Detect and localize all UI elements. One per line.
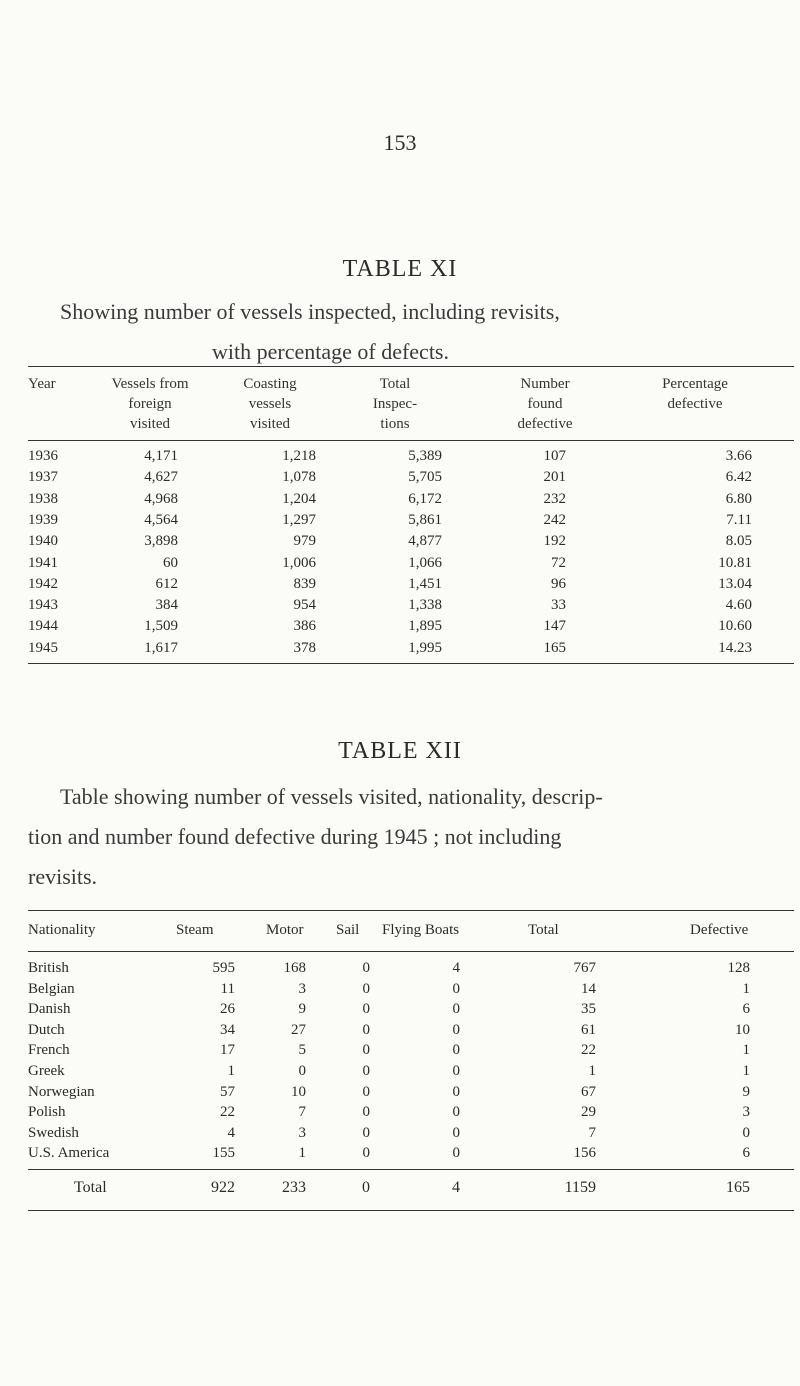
table-xii-caption: [28, 777, 794, 897]
table-cell: 5,861: [408, 511, 442, 528]
table-cell: 595: [212, 960, 235, 976]
table-cell: 156: [573, 1145, 596, 1162]
header-line: vessels: [248, 396, 292, 412]
table-cell: 0: [362, 1042, 370, 1059]
table-cell: Dutch: [28, 1021, 65, 1038]
table-cell: 1,338: [408, 597, 442, 614]
table-xi-header-foreign: [80, 374, 220, 434]
table-cell: Swedish: [28, 1124, 79, 1141]
table-cell: 0: [452, 980, 460, 997]
header-line: found: [527, 396, 563, 412]
table-cell: Defective: [690, 922, 749, 938]
header-line: Percentage: [662, 376, 728, 392]
table-cell: 1: [227, 1063, 235, 1079]
table-xii-caption-line-2: tion and number found defective during 1945 ; not including: [28, 824, 562, 849]
table-cell: 0: [452, 1001, 460, 1018]
table-cell: 1,297: [282, 511, 316, 528]
table-row: [0, 1123, 800, 1143]
table-cell: 1: [742, 1063, 750, 1079]
table-xi-header-percentage: [620, 374, 770, 414]
table-row: [0, 1061, 800, 1081]
table-cell: 201: [543, 469, 566, 486]
header-line: Coasting: [243, 376, 297, 392]
table-row: [0, 1020, 800, 1040]
table-cell: 0: [362, 1063, 370, 1079]
table-cell: 35: [581, 1001, 596, 1018]
table-cell: 1,218: [282, 448, 316, 464]
table-cell: 0: [362, 1104, 370, 1121]
table-xi-header-total: [325, 374, 465, 434]
table-cell: 14.23: [718, 639, 752, 656]
header-line: Inspec-: [372, 396, 418, 412]
table-cell: 1939: [28, 511, 58, 528]
table-cell: 1,451: [408, 575, 442, 592]
table-row: [0, 1082, 800, 1102]
table-cell: 10: [735, 1021, 750, 1038]
table-cell: 1,078: [282, 469, 316, 486]
table-row: [0, 446, 800, 466]
table-row: [0, 595, 800, 615]
table-cell: 4: [452, 1179, 460, 1196]
header-line: tions: [380, 416, 410, 432]
table-cell: 4,968: [144, 490, 178, 507]
table-cell: Danish: [28, 1001, 71, 1018]
table-cell: 1938: [28, 490, 58, 507]
table-cell: 4,564: [144, 511, 178, 528]
table-header-row: [0, 920, 800, 940]
table-cell: 4,171: [144, 448, 178, 464]
table-cell: 5: [298, 1042, 306, 1059]
table-cell: 3: [298, 980, 306, 997]
table-cell: 612: [155, 575, 178, 592]
table-cell: 6: [742, 1001, 750, 1018]
table-cell: Belgian: [28, 980, 75, 997]
table-cell: Sail: [336, 922, 360, 938]
table-cell: 0: [452, 1104, 460, 1121]
table-xi-header-number-defective: [475, 374, 615, 434]
header-line: visited: [250, 416, 290, 432]
table-cell: 96: [551, 575, 566, 592]
table-cell: 1,895: [408, 618, 442, 635]
table-cell: 8.05: [725, 533, 752, 550]
table-cell: Total: [528, 922, 559, 938]
table-cell: 0: [452, 1124, 460, 1141]
table-cell: 0: [452, 1042, 460, 1059]
table-cell: 1,204: [282, 490, 316, 507]
table-cell: 1: [298, 1145, 306, 1162]
table-cell: 4,627: [144, 469, 178, 486]
table-cell: 1,006: [282, 554, 316, 571]
table-cell: 13.04: [718, 575, 752, 592]
table-cell: 0: [362, 1001, 370, 1018]
table-cell: 0: [362, 1021, 370, 1038]
table-cell: 0: [298, 1063, 306, 1079]
table-cell: 61: [581, 1021, 596, 1038]
table-cell: 14: [581, 980, 596, 997]
table-cell: 60: [163, 554, 178, 571]
table-cell: 10.81: [718, 554, 752, 571]
table-xii-totals-rule: [28, 1169, 794, 1170]
table-xii-caption-line-3: revisits.: [28, 864, 98, 889]
table-xi-header-coasting: [200, 374, 340, 434]
table-cell: 72: [551, 554, 566, 571]
table-cell: 1,995: [408, 639, 442, 656]
header-line: Vessels from: [111, 376, 189, 392]
table-cell: 384: [155, 597, 178, 614]
table-row: [0, 489, 800, 509]
table-xii-bottom-rule: [28, 1210, 794, 1211]
table-cell: 3: [742, 1104, 750, 1121]
table-row: [0, 979, 800, 999]
table-cell: 7: [298, 1104, 306, 1121]
table-cell: 33: [551, 597, 566, 614]
table-cell: 1: [588, 1063, 596, 1079]
table-cell: 979: [293, 533, 316, 550]
table-row: [0, 1040, 800, 1060]
table-cell: 67: [581, 1083, 596, 1100]
table-cell: 242: [543, 511, 566, 528]
table-cell: 233: [282, 1179, 306, 1196]
table-cell: 954: [293, 597, 316, 614]
table-cell: 57: [220, 1083, 235, 1100]
table-cell: 0: [362, 1145, 370, 1162]
table-xi-caption-line-1: Showing number of vessels inspected, including revisits,: [60, 299, 560, 324]
table-cell: Norwegian: [28, 1083, 95, 1100]
table-cell: 9: [298, 1001, 306, 1018]
totals-row: [0, 1178, 800, 1198]
table-cell: 107: [543, 448, 566, 464]
table-row: [0, 574, 800, 594]
table-cell: 5,389: [408, 448, 442, 464]
table-cell: 386: [293, 618, 316, 635]
header-line: Number: [520, 376, 570, 392]
table-cell: 165: [543, 639, 566, 656]
table-cell: 147: [543, 618, 566, 635]
table-cell: 0: [362, 1179, 370, 1196]
table-cell: 0: [362, 1124, 370, 1141]
table-cell: 5,705: [408, 469, 442, 486]
table-cell: 1936: [28, 448, 58, 464]
table-cell: 128: [727, 960, 750, 976]
table-xi-caption-line-2: with percentage of defects.: [212, 339, 449, 364]
table-cell: 0: [452, 1145, 460, 1162]
table-cell: Total: [74, 1179, 107, 1196]
table-row: [0, 1143, 800, 1163]
table-row: [0, 999, 800, 1019]
table-cell: 378: [293, 639, 316, 656]
table-xi-bottom-rule: [28, 663, 794, 664]
table-cell: 1: [742, 980, 750, 997]
table-cell: 6.42: [725, 469, 752, 486]
table-cell: 6: [742, 1145, 750, 1162]
table-cell: 17: [220, 1042, 235, 1059]
table-cell: 922: [211, 1179, 235, 1196]
table-cell: 767: [573, 960, 596, 976]
page-number: 153: [383, 130, 417, 155]
table-cell: 10.60: [718, 618, 752, 635]
table-cell: 4.60: [725, 597, 752, 614]
header-line: visited: [130, 416, 170, 432]
table-cell: Steam: [176, 922, 214, 938]
table-cell: 1943: [28, 597, 58, 614]
table-cell: 1159: [564, 1179, 596, 1196]
table-cell: 192: [543, 533, 566, 550]
table-cell: Motor: [266, 922, 304, 938]
table-row: [0, 553, 800, 573]
table-row: [0, 1102, 800, 1122]
table-cell: 0: [362, 1083, 370, 1100]
table-row: [0, 616, 800, 636]
table-cell: 1937: [28, 469, 58, 486]
table-cell: British: [28, 960, 69, 976]
table-cell: 29: [581, 1104, 596, 1121]
table-xi-top-rule: [28, 366, 794, 367]
table-cell: 4,877: [408, 533, 442, 550]
table-cell: 22: [220, 1104, 235, 1121]
table-cell: 7.11: [726, 511, 752, 528]
table-cell: 168: [283, 960, 306, 976]
table-cell: 1942: [28, 575, 58, 592]
header-line: foreign: [128, 396, 172, 412]
table-cell: Nationality: [28, 922, 96, 938]
table-cell: 3: [298, 1124, 306, 1141]
table-cell: 4: [452, 960, 460, 976]
table-cell: 0: [452, 1063, 460, 1079]
table-xii-title: TABLE XII: [338, 738, 462, 764]
table-cell: 1941: [28, 554, 58, 571]
table-cell: 0: [452, 1021, 460, 1038]
table-cell: 839: [293, 575, 316, 592]
table-cell: 155: [212, 1145, 235, 1162]
table-cell: 3.66: [725, 448, 752, 464]
table-row: [0, 467, 800, 487]
table-xii-top-rule: [28, 910, 794, 911]
table-cell: 0: [742, 1124, 750, 1141]
header-line: defective: [667, 396, 723, 412]
table-cell: 11: [220, 980, 235, 997]
table-cell: 1944: [28, 618, 58, 635]
table-xi-header-year: Year: [28, 376, 56, 392]
table-cell: 6.80: [725, 490, 752, 507]
table-cell: 22: [581, 1042, 596, 1059]
table-cell: 165: [726, 1179, 750, 1196]
table-cell: 1,617: [144, 639, 178, 656]
header-line: Total: [379, 376, 411, 392]
table-xii-caption-line-1: Table showing number of vessels visited, nationality, descrip-: [60, 784, 603, 809]
table-cell: 1: [742, 1042, 750, 1059]
table-cell: 6,172: [408, 490, 442, 507]
table-cell: 1940: [28, 533, 58, 550]
table-cell: Polish: [28, 1104, 66, 1121]
table-cell: 1,066: [408, 554, 442, 571]
table-cell: 0: [452, 1083, 460, 1100]
table-cell: 1,509: [144, 618, 178, 635]
table-cell: 0: [362, 960, 370, 976]
table-xi-caption: [60, 292, 800, 372]
table-xii-header-rule: [28, 951, 794, 952]
table-cell: 9: [742, 1083, 750, 1100]
table-xi-header-rule: [28, 440, 794, 441]
table-cell: 4: [227, 1124, 235, 1141]
table-cell: 7: [588, 1124, 596, 1141]
table-cell: 27: [291, 1021, 306, 1038]
table-row: [0, 531, 800, 551]
table-row: [0, 638, 800, 658]
table-cell: 0: [362, 980, 370, 997]
table-cell: Greek: [28, 1063, 65, 1079]
table-cell: U.S. America: [28, 1145, 110, 1162]
table-cell: 26: [220, 1001, 235, 1018]
table-cell: Flying Boats: [382, 922, 460, 938]
table-cell: 10: [291, 1083, 306, 1100]
table-cell: 34: [220, 1021, 235, 1038]
table-cell: 1945: [28, 639, 58, 656]
table-row: [0, 958, 800, 978]
table-xi-title: TABLE XI: [342, 256, 458, 282]
table-cell: 232: [543, 490, 566, 507]
header-line: defective: [517, 416, 573, 432]
table-row: [0, 510, 800, 530]
table-cell: 3,898: [144, 533, 178, 550]
table-cell: French: [28, 1042, 70, 1059]
